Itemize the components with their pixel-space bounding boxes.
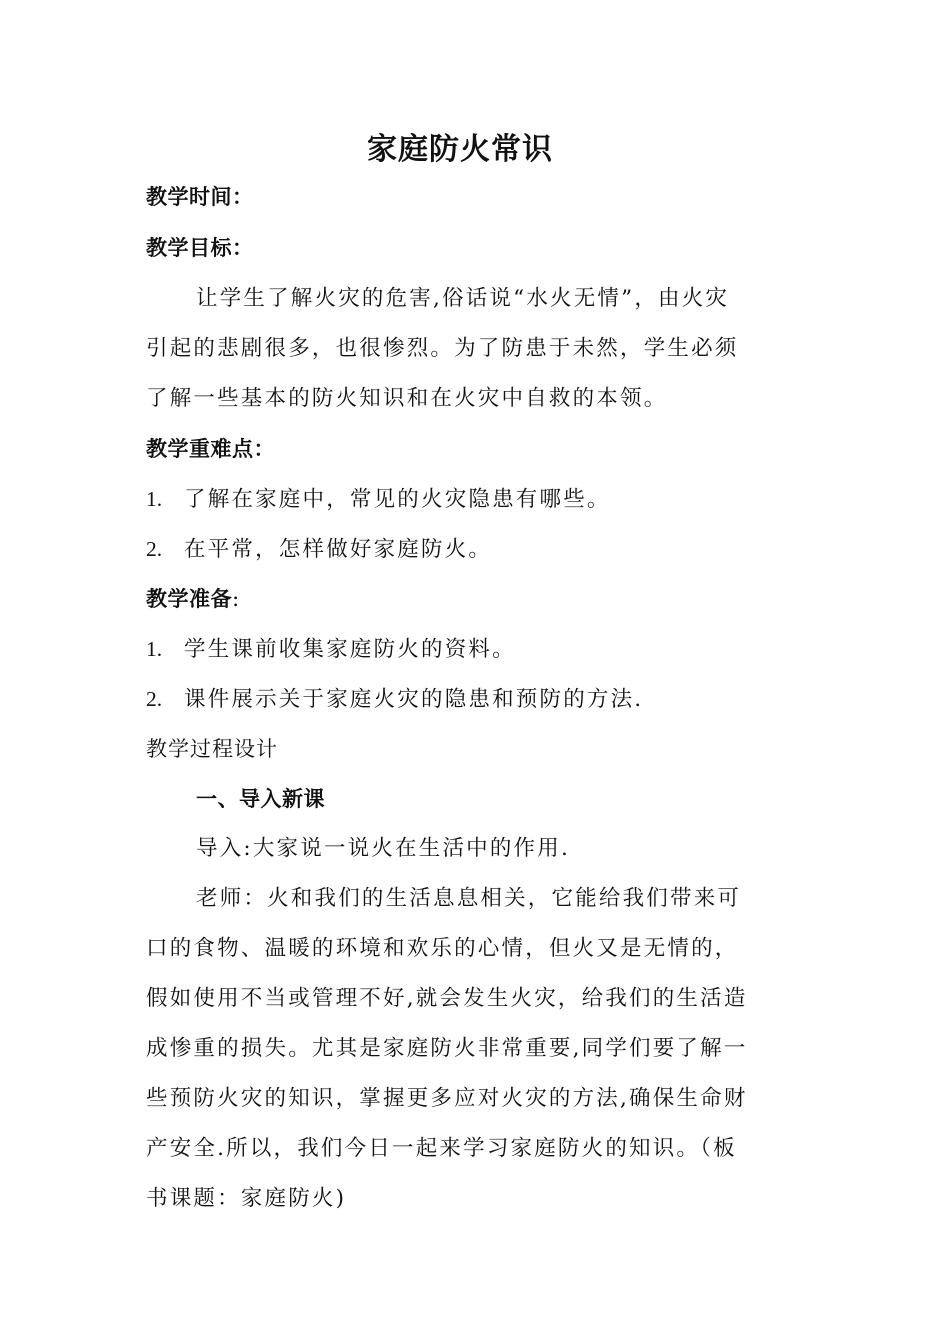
list-text: 学生课前收集家庭防火的资料。: [184, 637, 516, 662]
preparation-item: [146, 634, 516, 665]
list-number: 1.: [146, 487, 163, 511]
list-number: 1.: [146, 637, 163, 661]
process-label: 教学过程设计: [146, 737, 278, 761]
teacher-paragraph-line: 书课题：家庭防火): [146, 1186, 347, 1211]
preparation-heading: [146, 584, 241, 615]
list-text: 了解在家庭中，常见的火灾隐患有哪些。: [184, 487, 611, 512]
section-one-heading: 一、导入新课: [196, 787, 325, 811]
key-point-item: [146, 484, 611, 515]
teacher-paragraph-line: 成惨重的损失。尤其是家庭防火非常重要,同学们要了解一: [146, 1036, 748, 1061]
teacher-paragraph-line: 老师：火和我们的生活息息相关，它能给我们带来可: [196, 886, 742, 911]
teaching-goal-label: 教学目标：: [146, 236, 254, 260]
list-text: 课件展示关于家庭火灾的隐患和预防的方法.: [184, 687, 644, 712]
list-number: 2.: [146, 687, 163, 711]
teacher-paragraph-line: 口的食物、温暖的环境和欢乐的心情，但火又是无情的，: [146, 936, 739, 961]
document-title: 家庭防火常识: [367, 132, 553, 167]
intro-line: 导入:大家说一说火在生活中的作用.: [196, 836, 570, 861]
preparation-label: 教学准备: [146, 587, 232, 611]
preparation-colon: :: [232, 587, 242, 612]
key-points-label: 教学重难点：: [146, 437, 275, 461]
goal-paragraph-line: 引起的悲剧很多，也很惨烈。为了防患于未然，学生必须: [146, 336, 739, 361]
goal-paragraph-line: 让学生了解火灾的危害,俗话说“水火无情”，由火灾: [196, 286, 730, 311]
teaching-time-label: 教学时间：: [146, 185, 254, 209]
key-point-item: [146, 534, 492, 565]
list-number: 2.: [146, 537, 163, 561]
goal-paragraph-line: 了解一些基本的防火知识和在火灾中自救的本领。: [146, 386, 668, 411]
list-text: 在平常，怎样做好家庭防火。: [184, 537, 493, 562]
teacher-paragraph-line: 产安全.所以，我们今日一起来学习家庭防火的知识。（板: [146, 1136, 737, 1161]
teacher-paragraph-line: 些预防火灾的知识，掌握更多应对火灾的方法,确保生命财: [146, 1086, 748, 1111]
teacher-paragraph-line: 假如使用不当或管理不好,就会发生火灾，给我们的生活造: [146, 986, 748, 1011]
preparation-item: [146, 684, 643, 715]
